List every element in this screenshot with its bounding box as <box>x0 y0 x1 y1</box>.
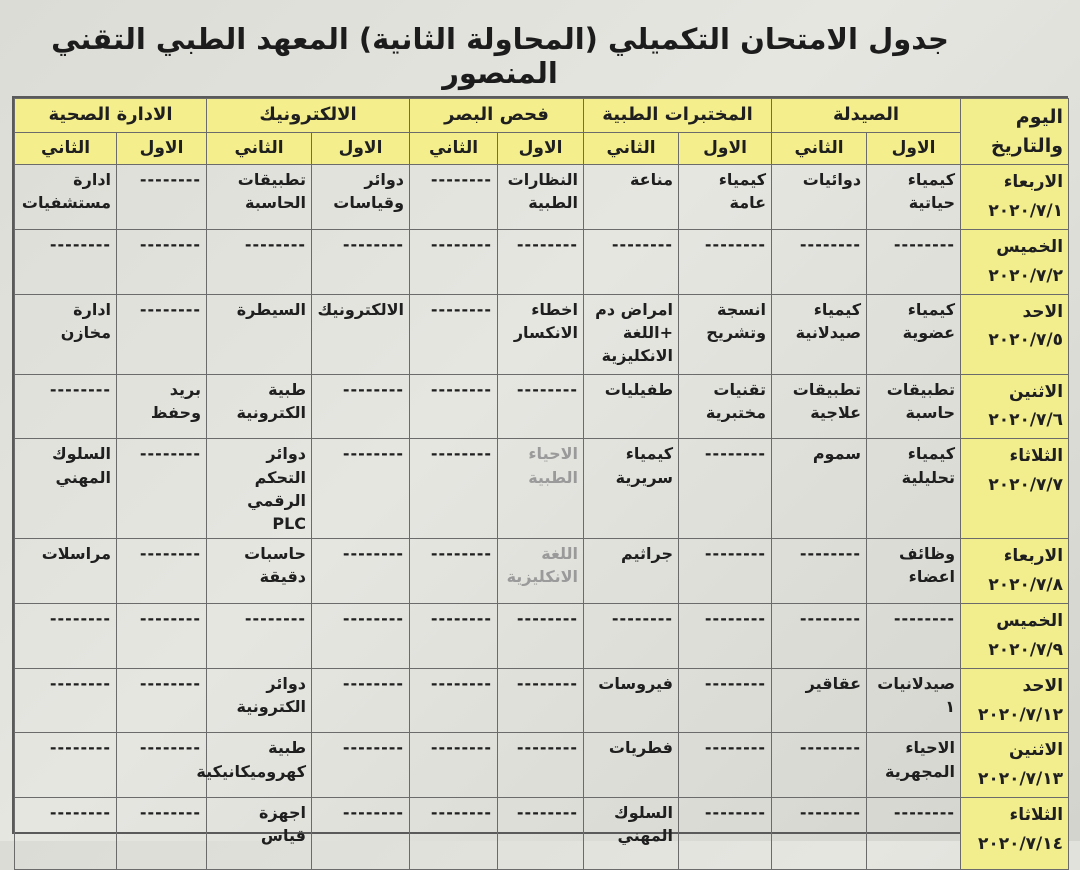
exam-cell: اخطاء الانكسار <box>498 294 584 374</box>
exam-cell: -------- <box>410 798 498 870</box>
stage-second-header: الثاني <box>207 133 312 165</box>
exam-cell: مراسلات <box>15 539 117 604</box>
exam-cell: -------- <box>679 668 772 733</box>
exam-cell: -------- <box>312 539 410 604</box>
exam-cell: -------- <box>117 229 207 294</box>
exam-cell: -------- <box>15 668 117 733</box>
exam-cell: السلوك المهني <box>584 798 679 870</box>
table-row <box>15 668 1069 733</box>
exam-cell: دوائر وقياسات <box>312 165 410 230</box>
exam-cell: مناعة <box>584 165 679 230</box>
exam-cell: -------- <box>410 603 498 668</box>
exam-schedule-table <box>14 98 1069 870</box>
exam-cell: -------- <box>498 603 584 668</box>
exam-cell: -------- <box>498 733 584 798</box>
exam-cell: -------- <box>772 603 867 668</box>
exam-cell: -------- <box>498 798 584 870</box>
day-date-cell: الاربعاء ٢٠٢٠/٧/١ <box>961 165 1069 230</box>
stage-first-header: الاول <box>117 133 207 165</box>
exam-cell: -------- <box>312 603 410 668</box>
day-date-header: اليوم والتاريخ <box>961 99 1069 165</box>
exam-cell: امراض دم +اللغة الانكليزية <box>584 294 679 374</box>
table-row <box>15 603 1069 668</box>
table-row <box>15 374 1069 439</box>
day-date-cell: الاربعاء ٢٠٢٠/٧/٨ <box>961 539 1069 604</box>
exam-cell: حاسبات دقيقة <box>207 539 312 604</box>
exam-cell: -------- <box>584 603 679 668</box>
stage-second-header: الثاني <box>15 133 117 165</box>
dept-optometry-header: فحص البصر <box>410 99 584 133</box>
table-row <box>15 733 1069 798</box>
exam-cell: السلوك المهني <box>15 439 117 539</box>
stage-second-header: الثاني <box>772 133 867 165</box>
exam-cell: -------- <box>410 539 498 604</box>
table-row <box>15 165 1069 230</box>
exam-cell: -------- <box>312 733 410 798</box>
exam-cell: عقاقير <box>772 668 867 733</box>
exam-cell: -------- <box>117 668 207 733</box>
exam-cell: -------- <box>117 733 207 798</box>
header-row-stages <box>15 133 1069 165</box>
exam-cell: -------- <box>679 229 772 294</box>
dept-health-admin-header: الادارة الصحية <box>15 99 207 133</box>
exam-cell: -------- <box>15 229 117 294</box>
exam-cell: -------- <box>117 294 207 374</box>
exam-cell: -------- <box>498 374 584 439</box>
stage-first-header: الاول <box>679 133 772 165</box>
exam-cell: اللغة الانكليزية <box>498 539 584 604</box>
exam-cell: -------- <box>117 439 207 539</box>
exam-cell: دوائيات <box>772 165 867 230</box>
exam-cell: بريد وحفظ <box>117 374 207 439</box>
day-date-cell: الخميس ٢٠٢٠/٧/٢ <box>961 229 1069 294</box>
exam-cell: تطبيقات علاجية <box>772 374 867 439</box>
exam-cell: -------- <box>15 603 117 668</box>
exam-cell: السيطرة <box>207 294 312 374</box>
exam-cell: -------- <box>772 539 867 604</box>
day-date-cell: الاثنين ٢٠٢٠/٧/٦ <box>961 374 1069 439</box>
exam-cell: كيمياء عامة <box>679 165 772 230</box>
dept-pharmacy-header: الصيدلة <box>772 99 961 133</box>
exam-cell: -------- <box>410 294 498 374</box>
stage-second-header: الثاني <box>410 133 498 165</box>
exam-cell: -------- <box>584 229 679 294</box>
exam-cell: -------- <box>410 229 498 294</box>
exam-cell: -------- <box>867 229 961 294</box>
exam-cell: -------- <box>312 374 410 439</box>
exam-cell: جراثيم <box>584 539 679 604</box>
exam-schedule-sheet <box>12 96 1068 855</box>
exam-cell: -------- <box>679 733 772 798</box>
exam-cell: صيدلانيات ١ <box>867 668 961 733</box>
exam-cell: تقنيات مختبرية <box>679 374 772 439</box>
exam-cell: -------- <box>117 798 207 870</box>
exam-cell: -------- <box>772 798 867 870</box>
table-row <box>15 539 1069 604</box>
stage-first-header: الاول <box>312 133 410 165</box>
exam-cell: -------- <box>679 798 772 870</box>
exam-cell: دوائر التحكم الرقمي PLC <box>207 439 312 539</box>
exam-cell: -------- <box>312 798 410 870</box>
exam-cell: طبية الكترونية <box>207 374 312 439</box>
exam-cell: -------- <box>312 439 410 539</box>
exam-cell: -------- <box>772 229 867 294</box>
exam-cell: -------- <box>117 603 207 668</box>
exam-cell: اجهزة قياس <box>207 798 312 870</box>
exam-cell: انسجة وتشريح <box>679 294 772 374</box>
table-row <box>15 229 1069 294</box>
day-date-cell: الاحد ٢٠٢٠/٧/١٢ <box>961 668 1069 733</box>
exam-cell: الاحياء الطبية <box>498 439 584 539</box>
exam-cell: طفيليات <box>584 374 679 439</box>
exam-cell: سموم <box>772 439 867 539</box>
exam-cell: ادارة مخازن <box>15 294 117 374</box>
exam-cell: -------- <box>679 603 772 668</box>
exam-cell: دوائر الكترونية <box>207 668 312 733</box>
day-date-cell: الخميس ٢٠٢٠/٧/٩ <box>961 603 1069 668</box>
exam-cell: فطريات <box>584 733 679 798</box>
stage-second-header: الثاني <box>584 133 679 165</box>
table-row <box>15 439 1069 539</box>
day-date-cell: الاثنين ٢٠٢٠/٧/١٣ <box>961 733 1069 798</box>
exam-cell: فيروسات <box>584 668 679 733</box>
exam-cell: -------- <box>679 439 772 539</box>
exam-cell: النظارات الطبية <box>498 165 584 230</box>
exam-cell: -------- <box>772 733 867 798</box>
exam-cell: كيمياء تحليلية <box>867 439 961 539</box>
exam-cell: كيمياء عضوية <box>867 294 961 374</box>
exam-cell: تطبيقات حاسبة <box>867 374 961 439</box>
exam-cell: -------- <box>867 798 961 870</box>
schedule-body <box>15 165 1069 870</box>
page-title: جدول الامتحان التكميلي (المحاولة الثانية) المعهد الطبي التقني المنصور <box>51 22 949 90</box>
dept-electronics-header: الالكترونيك <box>207 99 410 133</box>
exam-cell: -------- <box>867 603 961 668</box>
stage-first-header: الاول <box>867 133 961 165</box>
day-date-cell: الاحد ٢٠٢٠/٧/٥ <box>961 294 1069 374</box>
exam-cell: -------- <box>410 439 498 539</box>
exam-cell: -------- <box>117 165 207 230</box>
table-row <box>15 294 1069 374</box>
exam-cell: طبية كهروميكانيكية <box>207 733 312 798</box>
exam-cell: -------- <box>312 668 410 733</box>
exam-cell: الالكترونيك <box>312 294 410 374</box>
exam-cell: -------- <box>410 733 498 798</box>
table-row <box>15 798 1069 870</box>
exam-cell: -------- <box>207 229 312 294</box>
exam-cell: كيمياء صيدلانية <box>772 294 867 374</box>
exam-cell: كيمياء حياتية <box>867 165 961 230</box>
exam-cell: -------- <box>15 798 117 870</box>
exam-cell: -------- <box>410 165 498 230</box>
day-date-cell: الثلاثاء ٢٠٢٠/٧/٧ <box>961 439 1069 539</box>
exam-cell: -------- <box>15 733 117 798</box>
exam-cell: -------- <box>15 374 117 439</box>
exam-cell: وظائف اعضاء <box>867 539 961 604</box>
exam-cell: -------- <box>410 374 498 439</box>
exam-cell: -------- <box>117 539 207 604</box>
exam-cell: -------- <box>207 603 312 668</box>
stage-first-header: الاول <box>498 133 584 165</box>
exam-cell: -------- <box>410 668 498 733</box>
exam-cell: -------- <box>498 668 584 733</box>
day-date-cell: الثلاثاء ٢٠٢٠/٧/١٤ <box>961 798 1069 870</box>
dept-medical-labs-header: المختبرات الطبية <box>584 99 772 133</box>
header-row-departments <box>15 99 1069 133</box>
exam-cell: كيمياء سريرية <box>584 439 679 539</box>
exam-cell: -------- <box>679 539 772 604</box>
exam-cell: -------- <box>312 229 410 294</box>
exam-cell: -------- <box>498 229 584 294</box>
exam-cell: ادارة مستشفيات <box>15 165 117 230</box>
exam-cell: الاحياء المجهرية <box>867 733 961 798</box>
exam-cell: تطبيقات الحاسبة <box>207 165 312 230</box>
